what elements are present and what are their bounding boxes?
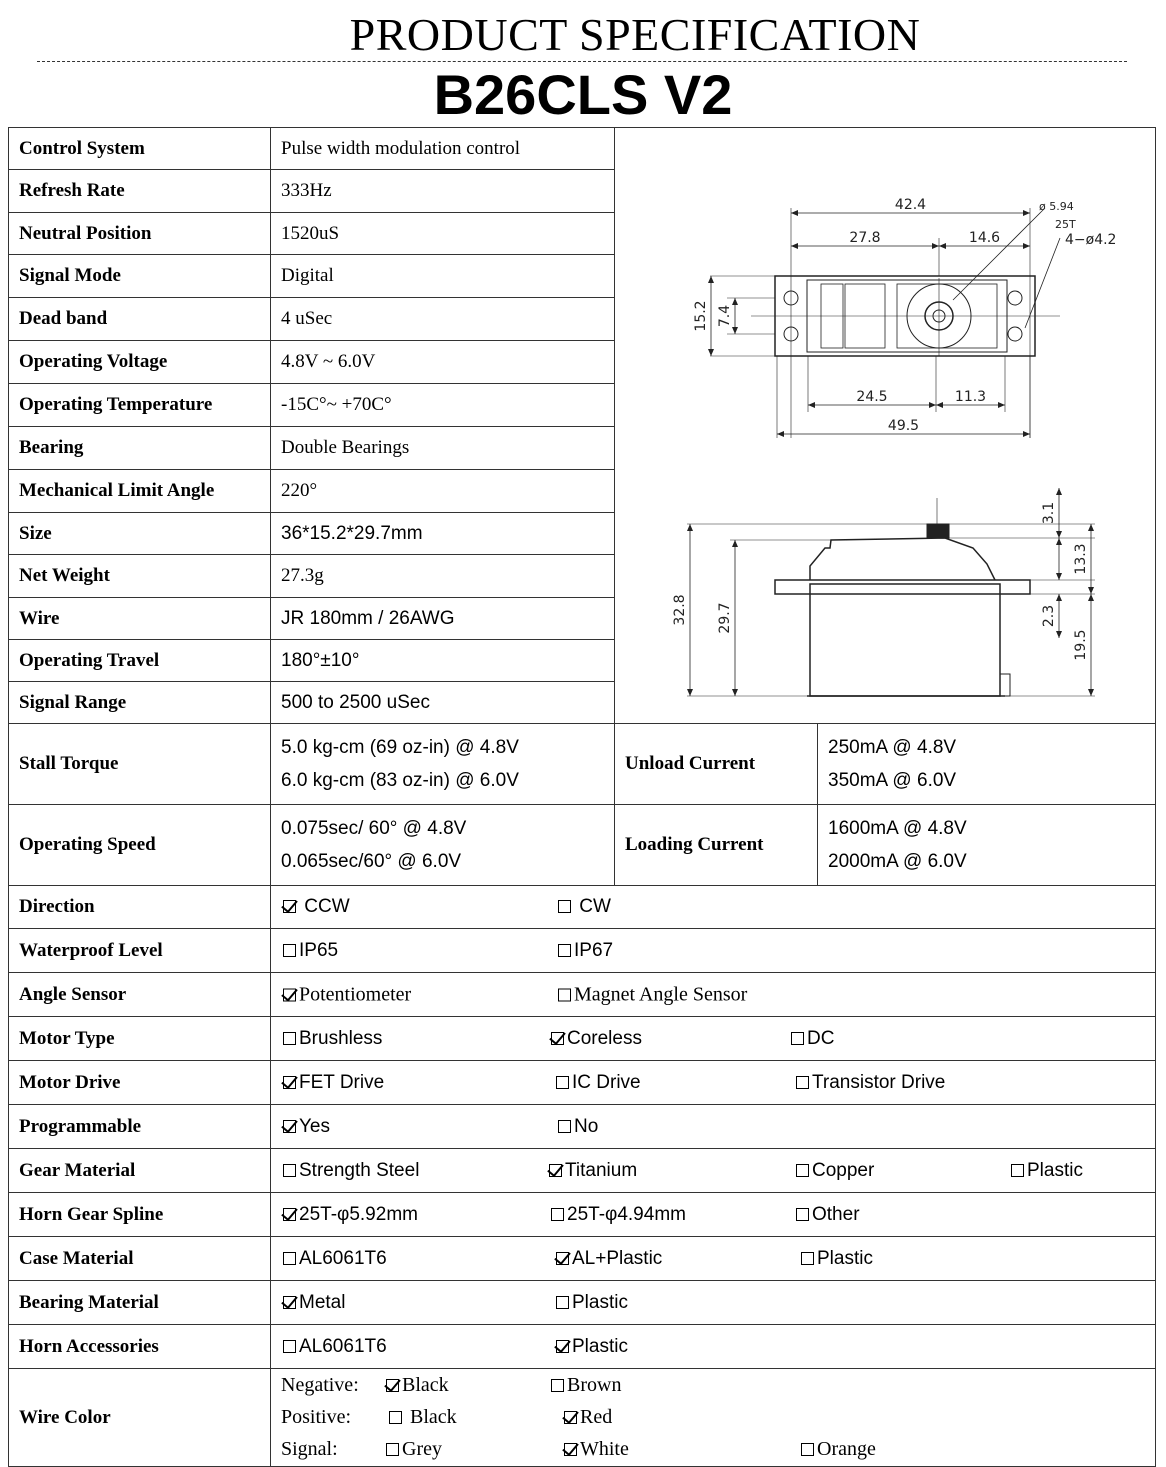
- wire-role-label: Negative:: [281, 1373, 359, 1396]
- unchecked-box-icon[interactable]: [283, 944, 296, 957]
- checkbox-option-potentiometer[interactable]: Potentiometer: [283, 983, 411, 1006]
- option-choices-direction: [271, 886, 1156, 929]
- spec-label-refresh-rate: Refresh Rate: [9, 170, 271, 213]
- unchecked-box-icon[interactable]: [558, 900, 571, 913]
- spec-value-net-weight: 27.3g: [271, 555, 615, 598]
- option-row: [9, 973, 1156, 1017]
- dim-upper-height: 13.3: [1073, 543, 1089, 575]
- option-row: [9, 1237, 1156, 1281]
- unchecked-box-icon[interactable]: [283, 1252, 296, 1265]
- mounting-hole: [1008, 327, 1022, 341]
- servo-side-flange: [775, 580, 1030, 594]
- option-choices-programmable: [271, 1105, 1156, 1149]
- wire-role-label: Signal:: [281, 1437, 338, 1460]
- option-choices-motor-drive: [271, 1061, 1156, 1105]
- perf-label-operating-speed: Operating Speed: [9, 805, 271, 886]
- performance-row: [9, 724, 1156, 805]
- checkbox-option-white[interactable]: White: [564, 1438, 629, 1461]
- performance-row: [9, 805, 1156, 886]
- spec-label-signal-range: Signal Range: [9, 682, 271, 724]
- option-label-direction: Direction: [9, 886, 271, 929]
- option-row: [9, 1325, 1156, 1369]
- unchecked-box-icon[interactable]: [551, 1379, 564, 1392]
- dim-flange-height: 2.3: [1041, 604, 1057, 628]
- option-label-motor-drive: Motor Drive: [9, 1061, 271, 1105]
- checked-box-icon[interactable]: [283, 1296, 296, 1309]
- checkbox-option-plastic[interactable]: Plastic: [556, 1292, 628, 1314]
- checkbox-option-ic-drive[interactable]: IC Drive: [556, 1072, 641, 1094]
- spec-label-operating-temperature: Operating Temperature: [9, 384, 271, 427]
- checkbox-option-plastic[interactable]: Plastic: [556, 1336, 628, 1358]
- checkbox-option-fet-drive[interactable]: FET Drive: [283, 1072, 384, 1094]
- option-row: [9, 1193, 1156, 1237]
- checked-box-icon[interactable]: [386, 1379, 399, 1392]
- unchecked-box-icon[interactable]: [558, 944, 571, 957]
- spline-diameter-label: ø 5.94: [1039, 200, 1074, 213]
- servo-side-upper-body: [810, 538, 995, 580]
- option-row: [9, 1149, 1156, 1193]
- checkbox-option-ip65[interactable]: IP65: [283, 940, 338, 962]
- wire-color-signal: [281, 1434, 1155, 1466]
- option-choices-horn-gear-spline: [271, 1193, 1156, 1237]
- checkbox-option-ip67[interactable]: IP67: [558, 940, 613, 962]
- checkbox-option-25t-5-92mm[interactable]: 25T-φ5.92mm: [283, 1204, 418, 1226]
- unchecked-box-icon[interactable]: [389, 1411, 402, 1424]
- checkbox-option-no[interactable]: No: [558, 1116, 598, 1138]
- unchecked-box-icon[interactable]: [556, 1296, 569, 1309]
- spec-value-operating-temperature: -15C°~ +70C°: [271, 384, 615, 427]
- servo-side-spline: [927, 524, 949, 538]
- option-row: [9, 1061, 1156, 1105]
- checked-box-icon[interactable]: [549, 1164, 562, 1177]
- checked-box-icon[interactable]: [283, 1208, 296, 1221]
- checkbox-option-al-plastic[interactable]: AL+Plastic: [556, 1248, 662, 1270]
- dim-bottom-overall: 49.5: [887, 418, 920, 434]
- checkbox-option-orange[interactable]: Orange: [801, 1438, 876, 1461]
- checkbox-option-magnet-angle-sensor[interactable]: Magnet Angle Sensor: [558, 983, 747, 1006]
- dim-overall-width: 42.4: [894, 197, 927, 213]
- checkbox-option-plastic[interactable]: Plastic: [801, 1248, 873, 1270]
- option-label-programmable: Programmable: [9, 1105, 271, 1149]
- wire-exit: [1000, 674, 1010, 696]
- option-label-motor-type: Motor Type: [9, 1017, 271, 1061]
- mounting-hole: [1008, 291, 1022, 305]
- spec-label-control-system: Control System: [9, 128, 271, 170]
- dim-spline-height: 3.1: [1041, 501, 1057, 525]
- model-name: B26CLS V2: [433, 63, 733, 126]
- checkbox-option-copper[interactable]: Copper: [796, 1160, 874, 1182]
- dim-lower-height: 19.5: [1073, 629, 1089, 661]
- unchecked-box-icon[interactable]: [386, 1443, 399, 1456]
- option-choices-horn-accessories: [271, 1325, 1156, 1369]
- wire-color-choices: [271, 1369, 1156, 1467]
- spec-value-control-system: Pulse width modulation control: [271, 128, 615, 170]
- dim-left-offset: 27.8: [849, 230, 881, 246]
- checkbox-option-metal[interactable]: Metal: [283, 1292, 345, 1314]
- perf-label-unload-current: Unload Current: [615, 724, 818, 805]
- option-label-gear-material: Gear Material: [9, 1149, 271, 1193]
- option-label-angle-sensor: Angle Sensor: [9, 973, 271, 1017]
- dim-hole-spacing: 7.4: [717, 304, 733, 328]
- spec-value-bearing: Double Bearings: [271, 427, 615, 470]
- spec-label-dead-band: Dead band: [9, 298, 271, 341]
- option-label-horn-accessories: Horn Accessories: [9, 1325, 271, 1369]
- checkbox-option-plastic[interactable]: Plastic: [1011, 1160, 1083, 1182]
- unchecked-box-icon[interactable]: [283, 1164, 296, 1177]
- checked-box-icon[interactable]: [556, 1340, 569, 1353]
- spec-value-dead-band: 4 uSec: [271, 298, 615, 341]
- wire-color-positive: [281, 1402, 1155, 1434]
- hole-spec-label: 4−ø4.2: [1065, 232, 1117, 248]
- wire-color-negative: [281, 1370, 1155, 1402]
- unchecked-box-icon[interactable]: [558, 1120, 571, 1133]
- checkbox-option-brown[interactable]: Brown: [551, 1374, 621, 1397]
- checked-box-icon[interactable]: [283, 1076, 296, 1089]
- technical-drawing-cell: [615, 128, 1156, 724]
- checkbox-option-al6061t6[interactable]: AL6061T6: [283, 1248, 387, 1270]
- checkbox-option-transistor-drive[interactable]: Transistor Drive: [796, 1072, 945, 1094]
- unchecked-box-icon[interactable]: [801, 1252, 814, 1265]
- unchecked-box-icon[interactable]: [551, 1208, 564, 1221]
- perf-value-unload-current: 250mA @ 4.8V 350mA @ 6.0V: [818, 724, 1156, 805]
- spec-value-refresh-rate: 333Hz: [271, 170, 615, 213]
- option-choices-bearing-material: [271, 1281, 1156, 1325]
- spec-value-size: 36*15.2*29.7mm: [271, 513, 615, 555]
- checkbox-option-strength-steel[interactable]: Strength Steel: [283, 1160, 419, 1182]
- option-row: [9, 929, 1156, 973]
- perf-value-operating-speed: 0.075sec/ 60° @ 4.8V 0.065sec/60° @ 6.0V: [271, 805, 615, 886]
- checkbox-option-black[interactable]: Black: [389, 1406, 457, 1429]
- spec-label-operating-voltage: Operating Voltage: [9, 341, 271, 384]
- checkbox-option-cw[interactable]: CW: [558, 896, 611, 918]
- checkbox-option-titanium[interactable]: Titanium: [549, 1160, 637, 1182]
- checkbox-option-black[interactable]: Black: [386, 1374, 449, 1397]
- checkbox-option-other[interactable]: Other: [796, 1204, 860, 1226]
- option-choices-waterproof-level: [271, 929, 1156, 973]
- document-title: PRODUCT SPECIFICATION: [349, 9, 921, 60]
- perf-label-loading-current: Loading Current: [615, 805, 818, 886]
- checkbox-option-brushless[interactable]: Brushless: [283, 1028, 382, 1050]
- option-choices-angle-sensor: [271, 973, 1156, 1017]
- option-label-wire-color: Wire Color: [9, 1369, 271, 1467]
- unchecked-box-icon[interactable]: [801, 1443, 814, 1456]
- perf-value-loading-current: 1600mA @ 4.8V 2000mA @ 6.0V: [818, 805, 1156, 886]
- wire-color-row: [9, 1369, 1156, 1467]
- unchecked-box-icon[interactable]: [283, 1340, 296, 1353]
- unchecked-box-icon[interactable]: [791, 1032, 804, 1045]
- option-label-bearing-material: Bearing Material: [9, 1281, 271, 1325]
- perf-value-stall-torque: 5.0 kg-cm (69 oz-in) @ 4.8V 6.0 kg-cm (83 oz-in) @ 6.0V: [271, 724, 615, 805]
- checkbox-option-ccw[interactable]: CCW: [283, 896, 350, 918]
- unchecked-box-icon[interactable]: [796, 1076, 809, 1089]
- spec-label-wire: Wire: [9, 598, 271, 640]
- spec-value-neutral-position: 1520uS: [271, 213, 615, 255]
- spec-value-wire: JR 180mm / 26AWG: [271, 598, 615, 640]
- perf-label-stall-torque: Stall Torque: [9, 724, 271, 805]
- unchecked-box-icon[interactable]: [558, 988, 571, 1001]
- spec-value-signal-mode: Digital: [271, 255, 615, 298]
- dim-body-height: 29.7: [717, 602, 733, 634]
- dim-bottom-right: 11.3: [954, 389, 987, 405]
- unchecked-box-icon[interactable]: [1011, 1164, 1024, 1177]
- checked-box-icon[interactable]: [564, 1411, 577, 1424]
- option-choices-motor-type: [271, 1017, 1156, 1061]
- spec-label-mechanical-limit-angle: Mechanical Limit Angle: [9, 470, 271, 513]
- checked-box-icon[interactable]: [556, 1252, 569, 1265]
- spec-label-signal-mode: Signal Mode: [9, 255, 271, 298]
- spec-value-mechanical-limit-angle: 220°: [271, 470, 615, 513]
- checkbox-option-yes[interactable]: Yes: [283, 1116, 330, 1138]
- checked-box-icon[interactable]: [564, 1443, 577, 1456]
- spec-value-signal-range: 500 to 2500 uSec: [271, 682, 615, 724]
- option-row: [9, 1281, 1156, 1325]
- unchecked-box-icon[interactable]: [796, 1208, 809, 1221]
- option-label-horn-gear-spline: Horn Gear Spline: [9, 1193, 271, 1237]
- option-row: [9, 1017, 1156, 1061]
- checkbox-option-coreless[interactable]: Coreless: [551, 1028, 642, 1050]
- dim-total-height: 32.8: [672, 594, 688, 626]
- wire-role-label: Positive:: [281, 1405, 352, 1428]
- checkbox-option-25t-4-94mm[interactable]: 25T-φ4.94mm: [551, 1204, 686, 1226]
- dim-height: 15.2: [693, 300, 709, 332]
- option-row: [9, 1105, 1156, 1149]
- option-label-case-material: Case Material: [9, 1237, 271, 1281]
- checkbox-option-red[interactable]: Red: [564, 1406, 612, 1429]
- unchecked-box-icon[interactable]: [556, 1076, 569, 1089]
- spec-label-neutral-position: Neutral Position: [9, 213, 271, 255]
- spec-label-operating-travel: Operating Travel: [9, 640, 271, 682]
- checked-box-icon[interactable]: [283, 988, 296, 1001]
- option-choices-gear-material: [271, 1149, 1156, 1193]
- servo-dimension-drawing: [615, 128, 1154, 723]
- unchecked-box-icon[interactable]: [283, 1032, 296, 1045]
- spec-value-operating-voltage: 4.8V ~ 6.0V: [271, 341, 615, 384]
- dim-right-offset: 14.6: [968, 230, 1001, 246]
- spec-label-size: Size: [9, 513, 271, 555]
- unchecked-box-icon[interactable]: [796, 1164, 809, 1177]
- spec-value-operating-travel: 180°±10°: [271, 640, 615, 682]
- option-label-waterproof-level: Waterproof Level: [9, 929, 271, 973]
- leader-line: [953, 208, 1045, 300]
- spline-count-label: 25T: [1055, 218, 1076, 231]
- checkbox-option-grey[interactable]: Grey: [386, 1438, 442, 1461]
- spec-table: [8, 127, 1156, 1467]
- spec-label-net-weight: Net Weight: [9, 555, 271, 598]
- checked-box-icon[interactable]: [283, 1120, 296, 1133]
- option-row: [9, 886, 1156, 929]
- servo-side-lower-body: [810, 584, 1000, 696]
- checked-box-icon[interactable]: [551, 1032, 564, 1045]
- checkbox-option-al6061t6[interactable]: AL6061T6: [283, 1336, 387, 1358]
- spec-label-bearing: Bearing: [9, 427, 271, 470]
- dim-bottom-left: 24.5: [856, 389, 888, 405]
- checked-box-icon[interactable]: [283, 900, 296, 913]
- option-choices-case-material: [271, 1237, 1156, 1281]
- checkbox-option-dc[interactable]: DC: [791, 1028, 834, 1050]
- spec-row: [9, 128, 1156, 170]
